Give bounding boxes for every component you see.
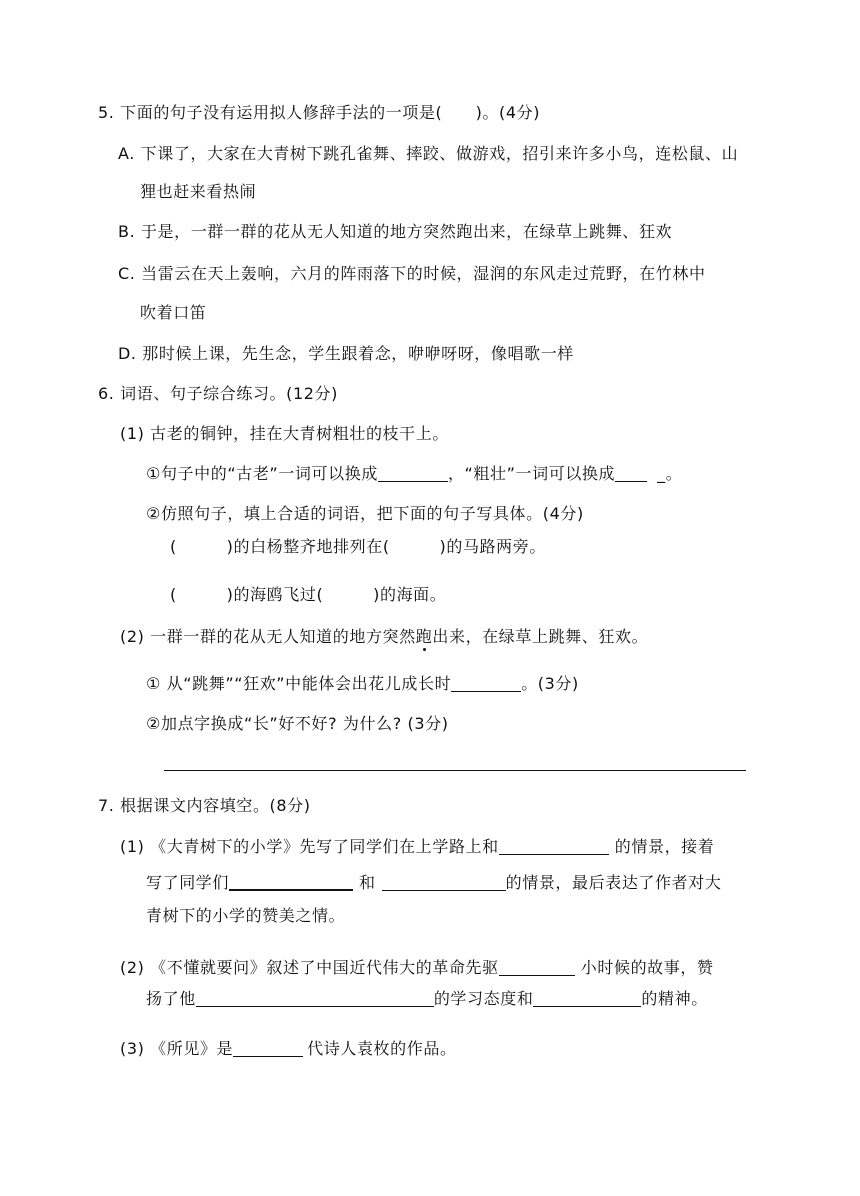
q5-option-c-line2: 吹着口笛: [140, 303, 207, 322]
q7-part3-blank[interactable]: [233, 1040, 303, 1057]
q7-part2-text3: 扬了他: [146, 989, 196, 1008]
q5-option-a-line1: A. 下课了，大家在大青树下跳孔雀舞、摔跤、做游戏，招引来许多小鸟，连松鼠、山: [118, 144, 739, 163]
q6-part2-a: [146, 673, 579, 695]
q5-option-c-line1: C. 当雷云在天上轰响，六月的阵雨落下的时候，湿润的东风走过荒野，在竹林中: [118, 264, 706, 283]
q6-part2-b: ②加点字换成“长”好不好? 为什么? (3分): [146, 714, 449, 733]
q7-part1-text2: 的情景，接着: [614, 837, 715, 856]
q7-part1-blank2[interactable]: [229, 873, 353, 891]
q7-part2-line1: [120, 957, 714, 979]
q6-title: 6. 词语、句子综合练习。(12分): [98, 384, 338, 403]
q6-part2-dotted-char: 跑: [415, 627, 433, 646]
q6-part2-a-text2: 。(3分): [521, 674, 579, 693]
q6-part2-text1: (2) 一群一群的花从无人知道的地方突然: [120, 627, 416, 646]
q6-part2-sentence: [120, 626, 648, 648]
q6-part1-sentence: (1) 古老的铜钟，挂在大青树粗壮的枝干上。: [120, 424, 449, 443]
q6-part1-a-text2: ，“粗壮”一词可以换成: [447, 464, 616, 483]
q5-option-b: B. 于是，一群一群的花从无人知道的地方突然跑出来，在绿草上跳舞、狂欢: [118, 222, 673, 241]
q7-part1-text4: 和: [359, 873, 376, 892]
q7-title: 7. 根据课文内容填空。(8分): [98, 796, 311, 815]
q7-part1-blank1[interactable]: [499, 838, 609, 855]
q7-part1-text3: 写了同学们: [146, 873, 230, 892]
q6-part1-b: ②仿照句子，填上合适的词语，把下面的句子写具体。(4分): [146, 504, 584, 523]
q7-part2-text2: 小时候的故事，赞: [580, 958, 714, 977]
q6-part1-a-blank2[interactable]: [615, 465, 647, 482]
q6-part2-a-text1: ① 从“跳舞”“狂欢”中能体会出花儿成长时: [146, 674, 452, 693]
q7-part2-blank1[interactable]: [499, 959, 575, 976]
q6-part2-a-blank[interactable]: [451, 675, 521, 692]
q7-part2-text4: 的学习态度和: [433, 989, 534, 1008]
q7-part1-line2: [146, 872, 721, 894]
q7-part1-text5: 的情景，最后表达了作者对大: [505, 873, 722, 892]
q5-option-a-line2: 狸也赶来看热闹: [140, 182, 257, 201]
q7-part1-line1: [120, 836, 714, 858]
q7-part1-text1: (1) 《大青树下的小学》先写了同学们在上学路上和: [120, 837, 499, 856]
q7-part3-line: [120, 1038, 457, 1060]
q6-part1-a: [146, 463, 682, 485]
q6-part2-text2: 出来，在绿草上跳舞、狂欢。: [432, 627, 649, 646]
q7-part2-blank3[interactable]: [533, 990, 641, 1007]
q7-part2-text5: 的精神。: [641, 989, 708, 1008]
q6-part1-a-text3: _。: [657, 464, 683, 483]
q5-option-d: D. 那时候上课，先生念，学生跟着念，咿咿呀呀，像唱歌一样: [118, 344, 574, 363]
q6-part1-a-blank1[interactable]: [378, 465, 448, 482]
q5-title: 5. 下面的句子没有运用拟人修辞手法的一项是( )。(4分): [98, 103, 541, 122]
q6-part1-b-sentence2[interactable]: ( )的海鸥飞过( )的海面。: [170, 585, 447, 604]
q6-part1-a-text1: ①句子中的“古老”一词可以换成: [146, 464, 378, 483]
q7-part3-text1: (3) 《所见》是: [120, 1039, 234, 1058]
q7-part2-text1: (2) 《不懂就要问》叙述了中国近代伟大的革命先驱: [120, 958, 499, 977]
q7-part1-blank3[interactable]: [382, 874, 506, 891]
q7-part3-text2: 代诗人袁枚的作品。: [307, 1039, 457, 1058]
q6-part2-b-answer-line[interactable]: [164, 770, 746, 771]
q6-part1-b-sentence1[interactable]: ( )的白杨整齐地排列在( )的马路两旁。: [170, 537, 546, 556]
q7-part2-blank2[interactable]: [196, 990, 434, 1007]
q7-part2-line2: [146, 988, 708, 1010]
q7-part1-line3: 青树下的小学的赞美之情。: [146, 906, 346, 925]
